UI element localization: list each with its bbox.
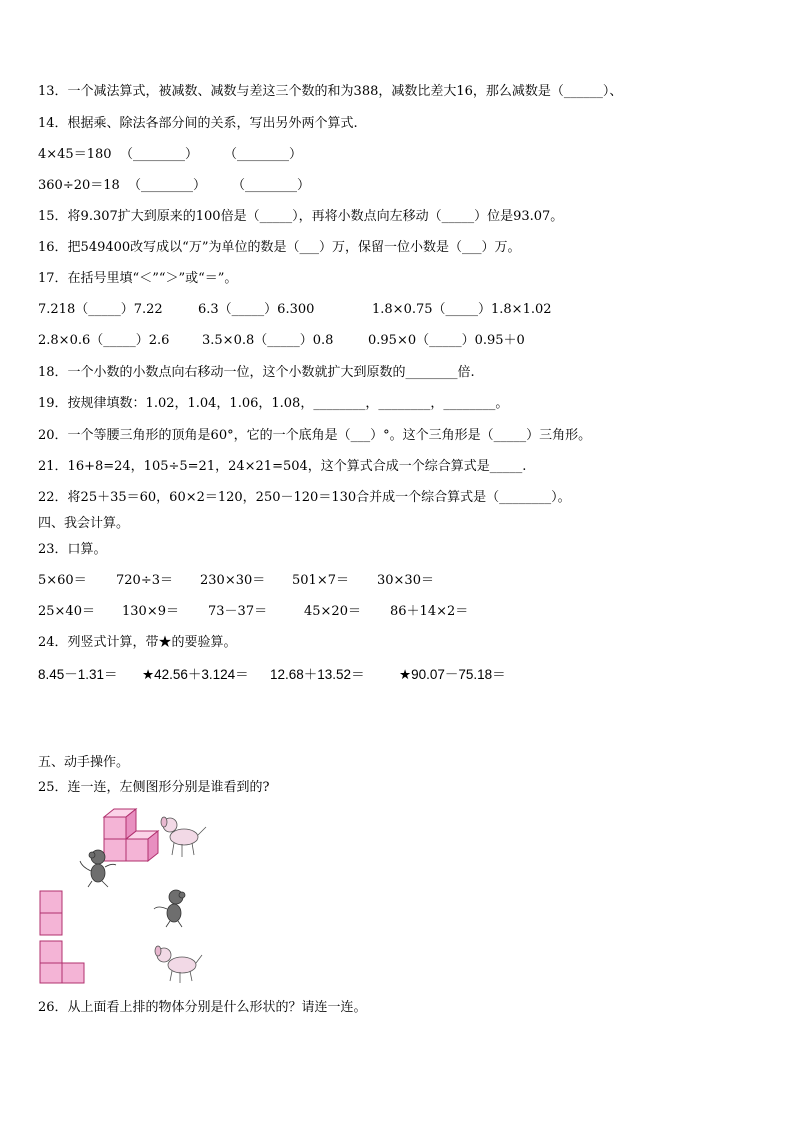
answer-blank[interactable]: （________） [232,178,311,193]
question-26: 26．从上面看上排的物体分别是什么形状的？请连一连。 [38,1000,367,1015]
vertical-calc-item: 8.45－1.31＝ [38,667,118,682]
mental-calc-item: 86＋14×2＝ [390,604,469,619]
question-16: 16．把549400改写成以“万”为单位的数是（___）万，保留一位小数是（___）万。 [38,240,521,255]
mental-calc-item: 73－37＝ [208,604,268,619]
mental-calc-item: 230×30＝ [200,573,266,588]
comparison-item: 6.3（_____）6.300 [198,302,315,317]
comparison-item: 1.8×0.75（_____）1.8×1.02 [372,302,552,317]
answer-blank[interactable]: （________） [128,178,207,193]
mental-calc-item: 45×20＝ [304,604,361,619]
comparison-item: 3.5×0.8（_____）0.8 [202,333,334,348]
dog-icon [155,946,202,983]
question-20: 20．一个等腰三角形的顶角是60°，它的一个底角是（___）°。这个三角形是（_____）三角形。 [38,428,592,443]
question-17-title: 17．在括号里填“＜”“＞”或“＝”。 [38,271,238,286]
answer-blank[interactable]: （________） [224,147,303,162]
question-22: 22．将25＋35＝60，60×2＝120，250－120＝130合并成一个综合算式是（________）。 [38,490,571,505]
view-shape-b [40,941,84,983]
mental-calc-item: 501×7＝ [292,573,349,588]
mental-calc-item: 130×9＝ [122,604,179,619]
question-25-figure [36,805,216,985]
vertical-calc-item: ★42.56＋3.124＝ [142,667,249,682]
answer-blank[interactable]: （________） [120,147,199,162]
mental-calc-item: 25×40＝ [38,604,95,619]
question-25: 25．连一连，左侧图形分别是谁看到的? [38,780,270,795]
comparison-item: 7.218（_____）7.22 [38,302,163,317]
question-21: 21．16+8=24，105÷5=21，24×21=504，这个算式合成一个综合算式是_____. [38,459,527,474]
section-5-heading: 五、动手操作。 [38,755,130,770]
question-14-title: 14．根据乘、除法各部分间的关系，写出另外两个算式. [38,116,358,131]
comparison-item: 0.95×0（_____）0.95＋0 [368,333,525,348]
cube-stack [104,809,158,861]
comparison-item: 2.8×0.6（_____）2.6 [38,333,170,348]
mental-calc-item: 30×30＝ [377,573,434,588]
dog-icon [161,817,206,857]
question-18: 18．一个小数的小数点向右移动一位，这个小数就扩大到原数的________倍. [38,365,475,380]
question-24-title: 24．列竖式计算，带★的要验算。 [38,635,237,650]
view-shape-a [40,891,62,935]
question-19: 19．按规律填数：1.02，1.04，1.06，1.08，________，________，________。 [38,396,509,411]
equation: 360÷20＝18 [38,178,120,193]
question-15: 15．将9.307扩大到原来的100倍是（_____），再将小数点向左移动（_____）位是93.07。 [38,209,564,224]
mental-calc-item: 5×60＝ [38,573,87,588]
vertical-calc-item: ★90.07－75.18＝ [399,667,506,682]
vertical-calc-item: 12.68＋13.52＝ [270,667,365,682]
equation: 4×45＝180 [38,147,112,162]
question-13: 13．一个减法算式，被减数、减数与差这三个数的和为388，减数比差大16，那么减数是（______）、 [38,84,623,99]
section-4-heading: 四、我会计算。 [38,516,130,531]
question-23-title: 23．口算。 [38,542,107,557]
mental-calc-item: 720÷3＝ [116,573,173,588]
monkey-icon [154,890,185,927]
